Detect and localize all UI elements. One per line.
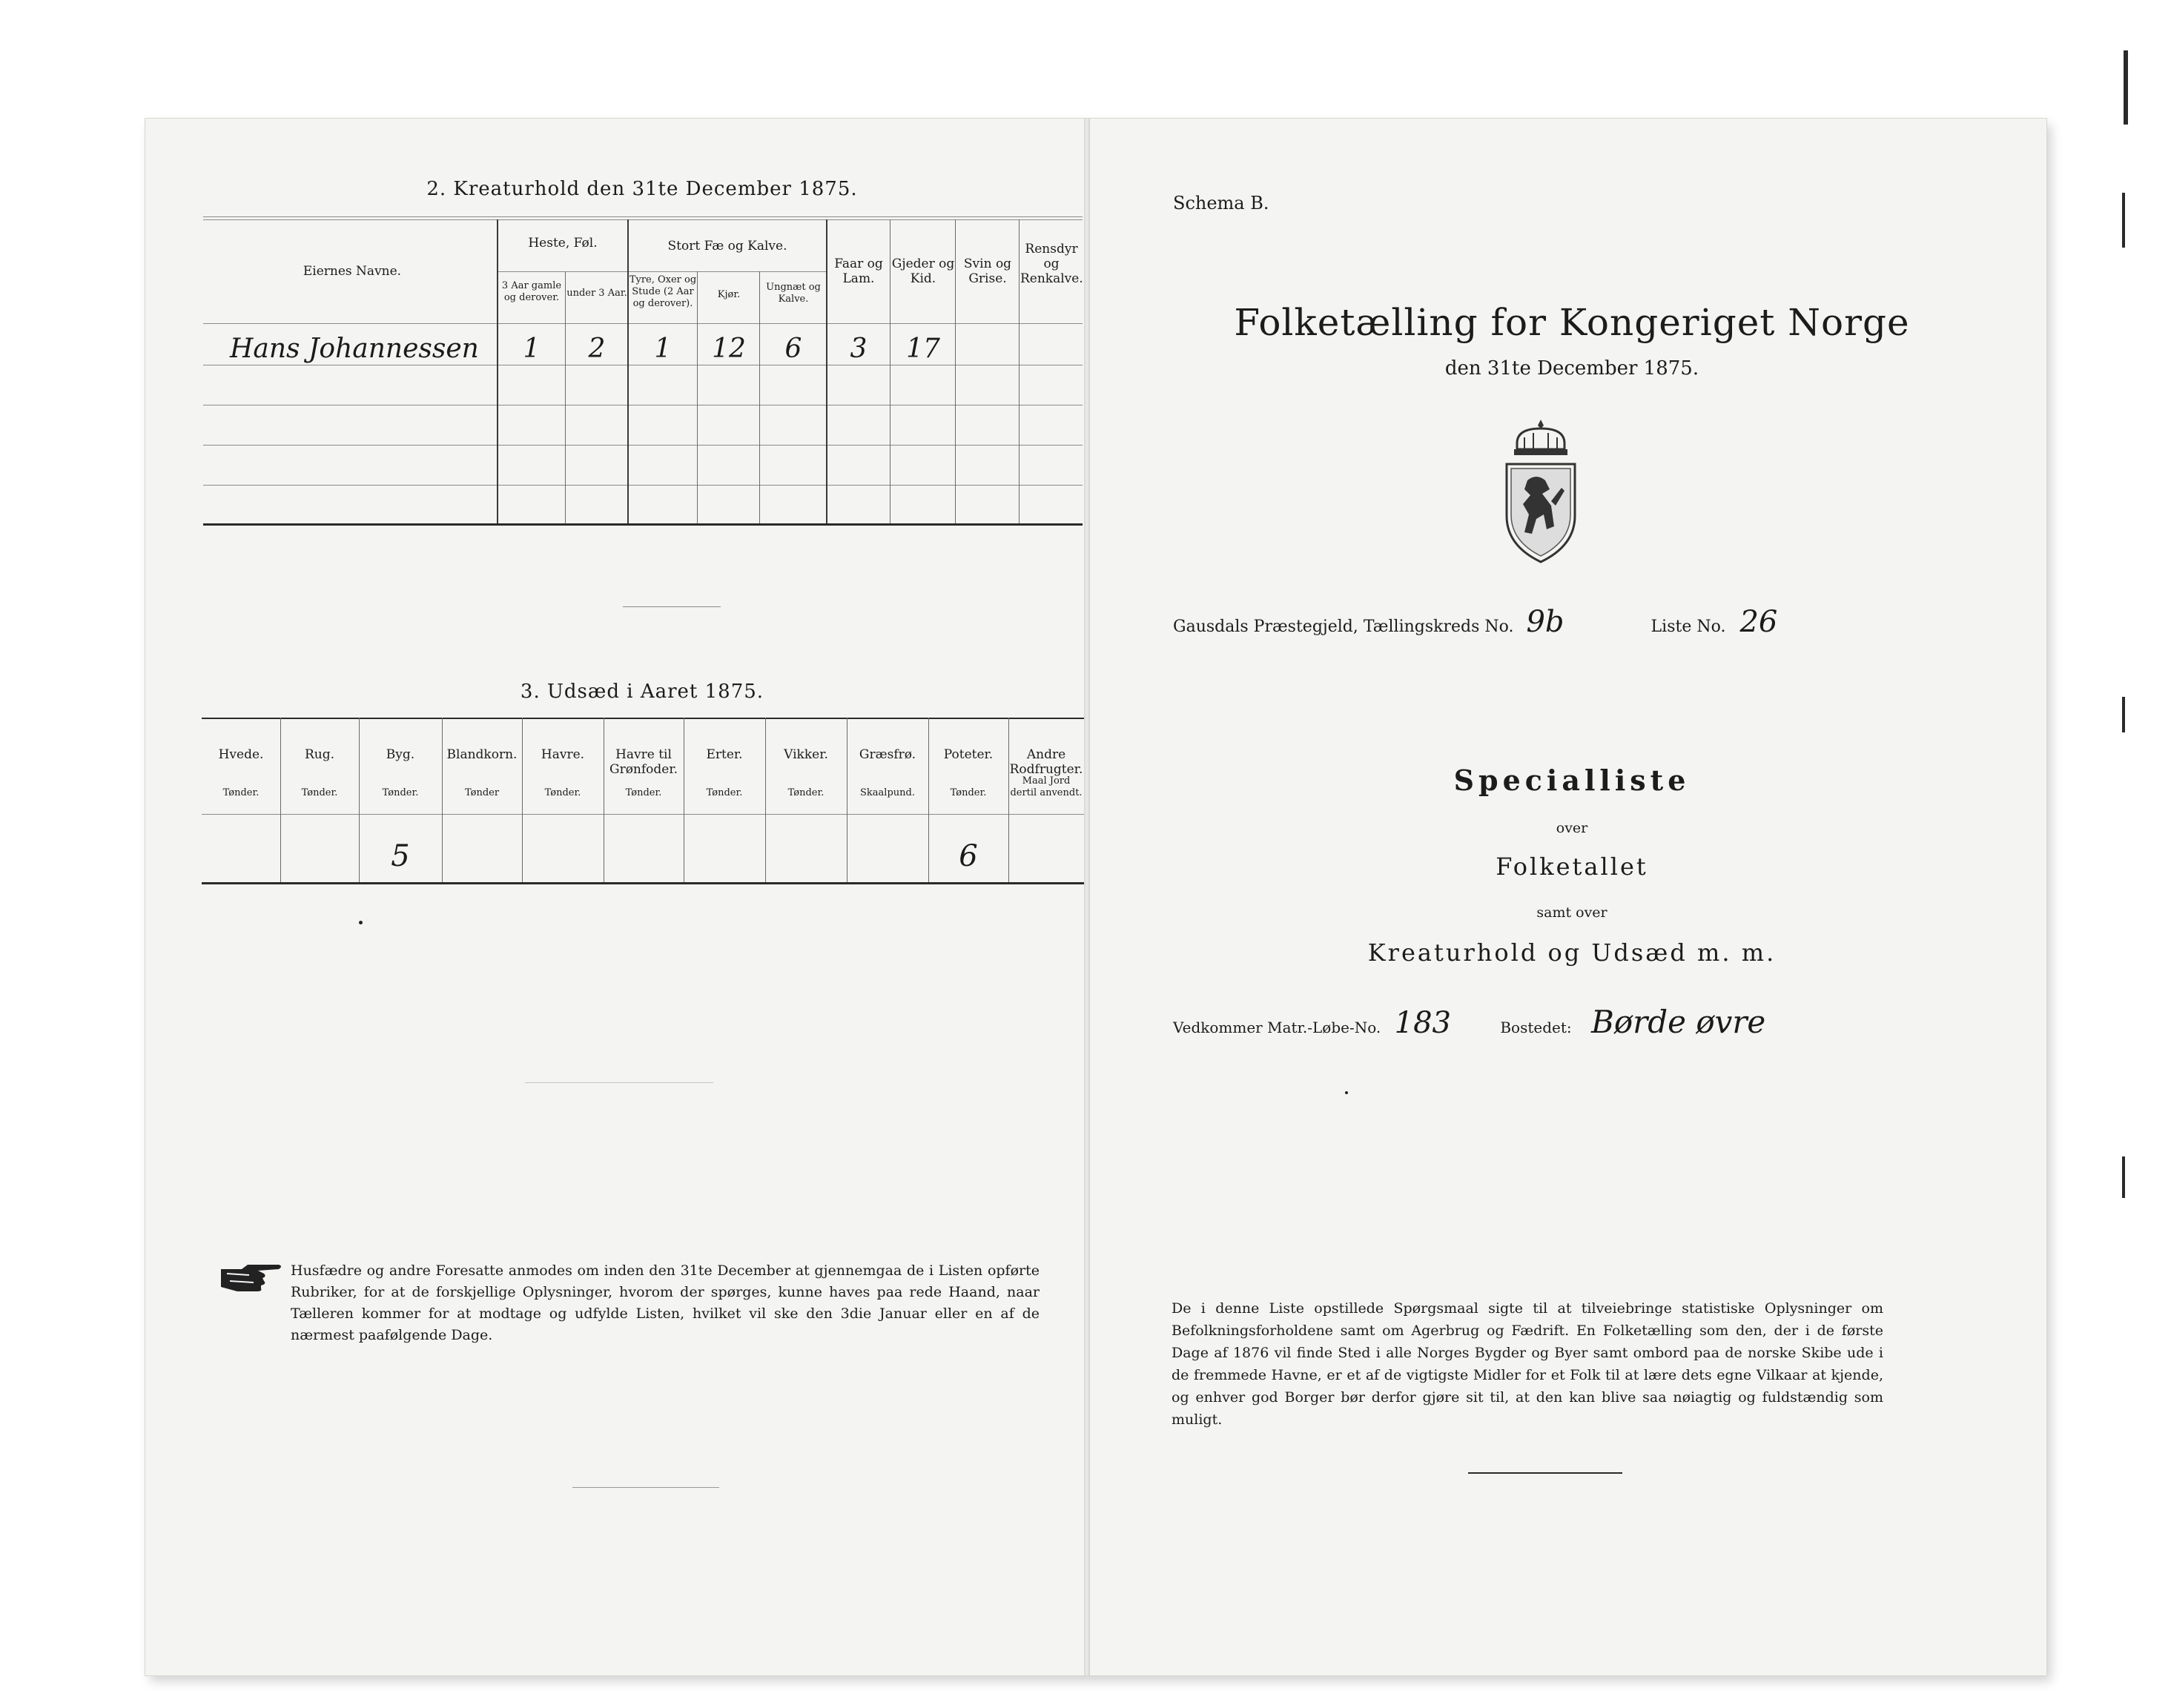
seed-column-unit: Tønder. — [706, 787, 743, 798]
separator — [623, 606, 721, 607]
seed-column-header: Andre Rodfrugter. — [1009, 747, 1083, 777]
pointing-hand-icon — [219, 1262, 283, 1293]
special-list-title: Specialliste — [1453, 764, 1691, 797]
seed-column-unit: Skaalpund. — [860, 787, 915, 798]
col-rule — [765, 718, 766, 882]
col-rule — [442, 718, 443, 882]
cell-sheep: 3 — [850, 334, 868, 364]
cell-goats: 17 — [906, 334, 940, 364]
list-number: 26 — [1739, 605, 1778, 639]
rule — [498, 271, 827, 272]
col-rule — [1019, 219, 1020, 523]
col-rule — [697, 271, 698, 523]
horse-old-subheader: 3 Aar gamle og derover. — [501, 280, 562, 303]
section2-title: 2. Kreaturhold den 31te December 1875. — [426, 178, 858, 200]
separator — [1468, 1472, 1622, 1474]
seed-column-header: Poteter. — [943, 747, 994, 762]
instruction-note: Husfædre og andre Foresatte anmodes om inden den 31te December at gjennemgaa de i Listen opførte Rubriker, for at de forskjellige Oplysninger, hvorom der spørges, kunne haves paa rede Haand, naar Tælleren kommer for at modtage og udfylde Listen, hvilket vil ske den 3die Januar eller en af de nærmest paafølgende Dage. — [291, 1262, 1040, 1343]
col-rule — [1008, 718, 1009, 882]
reindeer-header: Rensdyr og Renkalve. — [1020, 242, 1083, 286]
owner-name: Hans Johannessen — [230, 334, 479, 364]
col-rule — [759, 271, 760, 523]
margin-mark — [2122, 697, 2125, 732]
schema-label: Schema B. — [1173, 193, 1269, 214]
parish-line — [1173, 605, 1989, 639]
horse-young-subheader: under 3 Aar. — [566, 288, 627, 299]
cows-subheader: Kjør. — [717, 289, 741, 300]
goats-header: Gjeder og Kid. — [891, 256, 955, 286]
explanatory-text: De i denne Liste opstillede Spørgsmaal sigte til at tilveiebringe statistiske Oplysninger om Befolkningsforholdene samt om Agerbrug og Fædrift. En Folketælling som den, der i de første Dage af 1876 vil finde Sted i alle Norges Bygder og Byer samt ombord paa de norske Skibe ude i de fremmede Havne, er et af de vigtigste Midler for et Folk til at lære dets egne Vilkaar at kjende, og enhver god Borger bør derfor gjøre sit til, at den kan blive saa nøiagtig og fuldstændig som muligt. — [1172, 1300, 1883, 1428]
matr-line — [1173, 1004, 1989, 1040]
horses-header: Heste, Føl. — [528, 236, 598, 251]
seed-column-unit: Tønder. — [544, 787, 581, 798]
young-cattle-subheader: Ungnæt og Kalve. — [766, 282, 821, 305]
rule — [202, 814, 1084, 815]
cell-horse-old: 1 — [523, 334, 541, 364]
rule — [202, 882, 1084, 884]
col-rule — [522, 718, 523, 882]
seed-column-unit: Maal Jord dertil anvendt. — [1010, 775, 1083, 798]
page-fold — [1084, 119, 1090, 1675]
cell-oxen: 1 — [654, 334, 672, 364]
rule — [203, 445, 1083, 446]
seed-column-header: Vikker. — [784, 747, 828, 762]
folketallet-text: Folketallet — [1496, 853, 1648, 881]
seed-column-unit: Tønder. — [787, 787, 825, 798]
col-rule — [955, 219, 956, 523]
section3-title: 3. Udsæd i Aaret 1875. — [520, 681, 764, 703]
seed-cell: 5 — [391, 839, 410, 873]
kreaturhold-text: Kreaturhold og Udsæd m. m. — [1367, 939, 1777, 967]
cell-cows: 12 — [712, 334, 746, 364]
seed-cell: 6 — [959, 839, 978, 873]
rule — [203, 323, 1083, 324]
coat-of-arms-icon — [1502, 418, 1579, 565]
seed-column-unit: Tønder. — [625, 787, 662, 798]
seed-column-unit: Tønder. — [301, 787, 338, 798]
seed-column-unit: Tønder. — [222, 787, 260, 798]
seed-column-unit: Tønder. — [382, 787, 419, 798]
owner-header: Eiernes Navne. — [303, 264, 402, 279]
seed-column-header: Rug. — [304, 747, 335, 762]
cell-horse-young: 2 — [588, 334, 606, 364]
margin-mark — [2122, 1156, 2125, 1198]
matr-number: 183 — [1394, 1006, 1451, 1040]
cattle-header: Stort Fæ og Kalve. — [667, 239, 787, 254]
samt-over-text: samt over — [1536, 904, 1607, 921]
separator — [525, 1082, 713, 1083]
rule — [203, 219, 1083, 220]
parish-label: Gausdals Præstegjeld, Tællingskreds No. — [1173, 618, 1514, 636]
ink-dot — [359, 921, 363, 924]
rule — [203, 523, 1083, 526]
seed-column-header: Havre til Grønfoder. — [609, 747, 678, 777]
seed-column-header: Havre. — [541, 747, 585, 762]
rule — [202, 718, 1084, 719]
seed-column-header: Græsfrø. — [859, 747, 916, 762]
over-text: over — [1556, 820, 1588, 836]
bosted-label: Bostedet: — [1500, 1019, 1572, 1036]
col-rule — [565, 271, 566, 523]
seed-column-header: Erter. — [706, 747, 743, 762]
separator — [572, 1487, 719, 1488]
seed-column-header: Blandkorn. — [446, 747, 518, 762]
rule — [203, 485, 1083, 486]
seed-column-unit: Tønder — [464, 787, 500, 798]
seed-column-header: Byg. — [386, 747, 415, 762]
seed-column-header: Hvede. — [218, 747, 264, 762]
col-rule — [497, 219, 498, 523]
list-label: Liste No. — [1650, 618, 1726, 636]
sheep-header: Faar og Lam. — [834, 256, 883, 286]
matr-label: Vedkommer Matr.-Løbe-No. — [1173, 1019, 1381, 1036]
col-rule — [627, 219, 629, 523]
col-rule — [280, 718, 281, 882]
seed-column-unit: Tønder. — [950, 787, 987, 798]
margin-mark — [2124, 50, 2128, 125]
district-number: 9b — [1526, 605, 1564, 639]
form-date: den 31te December 1875. — [1444, 357, 1699, 380]
cell-young-cattle: 6 — [784, 334, 802, 364]
rule — [203, 216, 1083, 217]
form-title: Folketælling for Kongeriget Norge — [1234, 301, 1910, 344]
pigs-header: Svin og Grise. — [963, 256, 1012, 286]
bosted-value: Børde øvre — [1591, 1004, 1766, 1040]
ink-dot — [1345, 1091, 1348, 1094]
rule — [203, 405, 1083, 406]
margin-mark — [2122, 193, 2125, 248]
oxen-subheader: Tyre, Oxer og Stude (2 Aar og derover). — [629, 274, 697, 309]
